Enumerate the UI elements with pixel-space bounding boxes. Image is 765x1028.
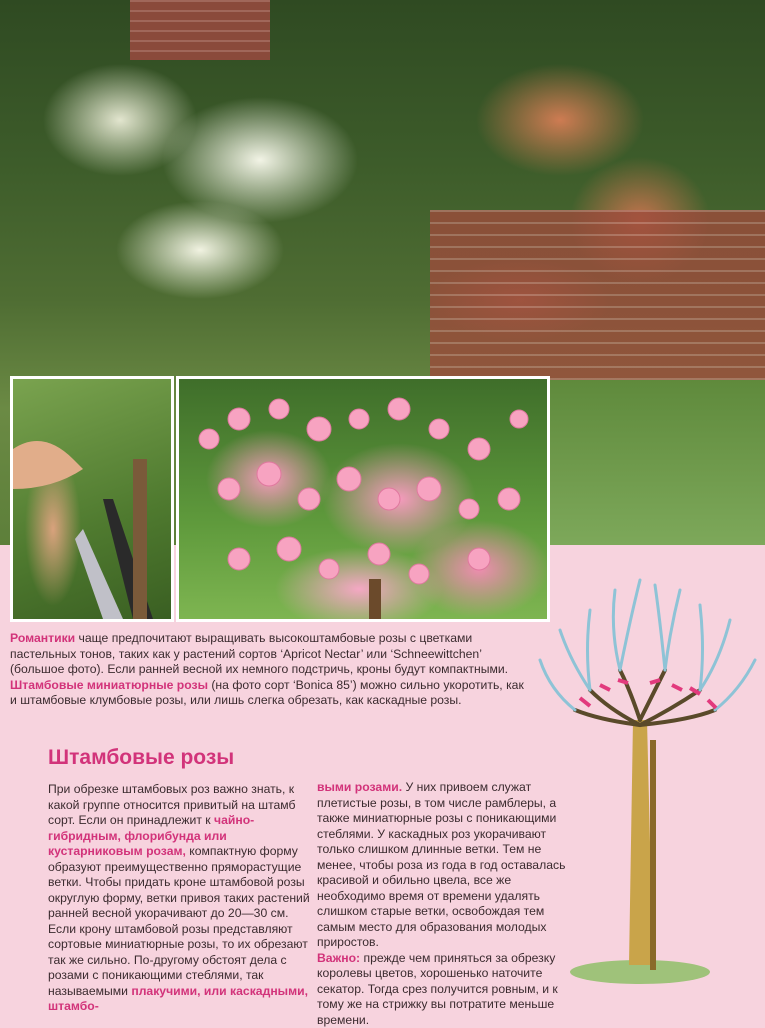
pruning-shears-illustration <box>13 379 171 619</box>
article-column-1 <box>48 782 310 1015</box>
tree-stake <box>650 740 656 970</box>
col2-emph-c: Важно: <box>317 950 361 965</box>
col2-text-d: прежде чем приняться за обрезку королевы цветов, хорошенько наточите секатор. Тогда срез получится ровным, и к тому же на стрижку вы потратите меньше времени. <box>317 950 558 1027</box>
col1-text-a: При обрезке штамбовых роз важно знать, к какой группе относится привитый на штамб сорт. Если он принадлежит к <box>48 782 296 827</box>
inset-photo-bonica <box>176 376 550 622</box>
tree-branches-upper <box>540 580 755 710</box>
col1-text-c: компактную форму образуют преимущественно пряморастущие ветки. Чтобы придать кроне штамбовой розы округлую форму, ветки привоя таких растений ранней весной укорачивают до 20—30 см. Если крону штамбовой розы представляют сортовые миниатюрные розы, то их обрезают так же сильно. По-другому обстоят дела с розами с поникающими стеблями, так называемыми <box>48 844 310 998</box>
col2-emph-a: выми розами. <box>317 780 403 794</box>
grass-patch <box>550 380 765 545</box>
brick-chimney <box>130 0 270 60</box>
article-title: Штамбовые розы <box>48 746 235 769</box>
tree-pruning-illustration <box>530 560 765 1020</box>
tree-branches-lower <box>575 670 715 725</box>
caption-text-1: чаще предпочитают выращивать высокоштамбовые розы с цветками пастельных тонов, таких как у растений сортов ‘Apricot Nectar’ или ‘Schneewittchen’ (большое фото). Если ранней весной их немного подстричь, кроны будут компактными. <box>10 631 509 676</box>
brick-wall <box>430 210 765 390</box>
pink-rose-bush <box>179 379 547 619</box>
caption-lead: Романтики <box>10 631 76 645</box>
caption-text-2: (на фото сорт ‘Bonica 85’) можно сильно укоротить, как и штамбовые клумбовые розы, или лишь слегка обрезать, как каскадные розы. <box>10 677 524 707</box>
caption-lead-2: Штамбовые миниатюрные розы <box>10 677 208 692</box>
tree-trunk <box>629 720 653 965</box>
col2-text-b: У них привоем служат плетистые розы, в том числе рамблеры, а также миниатюрные розы с поникающими стеблями. У каскадных роз укорачивают только слишком длинные ветки. Тем не менее, чтобы роза из года в год оставалась красивой и обильно цвела, все же необходимо время от времени удалять слишком старые ветки, освобождая тем самым место для образования молодых приростов. <box>317 780 566 949</box>
col1-emph-b: чайно-гибридным, флорибунда или кустарниковым розам, <box>48 813 255 858</box>
photo-caption <box>10 631 525 709</box>
inset-photo-pruning <box>10 376 174 622</box>
col1-emph-d: плакучими, или каскадными, штамбо- <box>48 983 308 1013</box>
